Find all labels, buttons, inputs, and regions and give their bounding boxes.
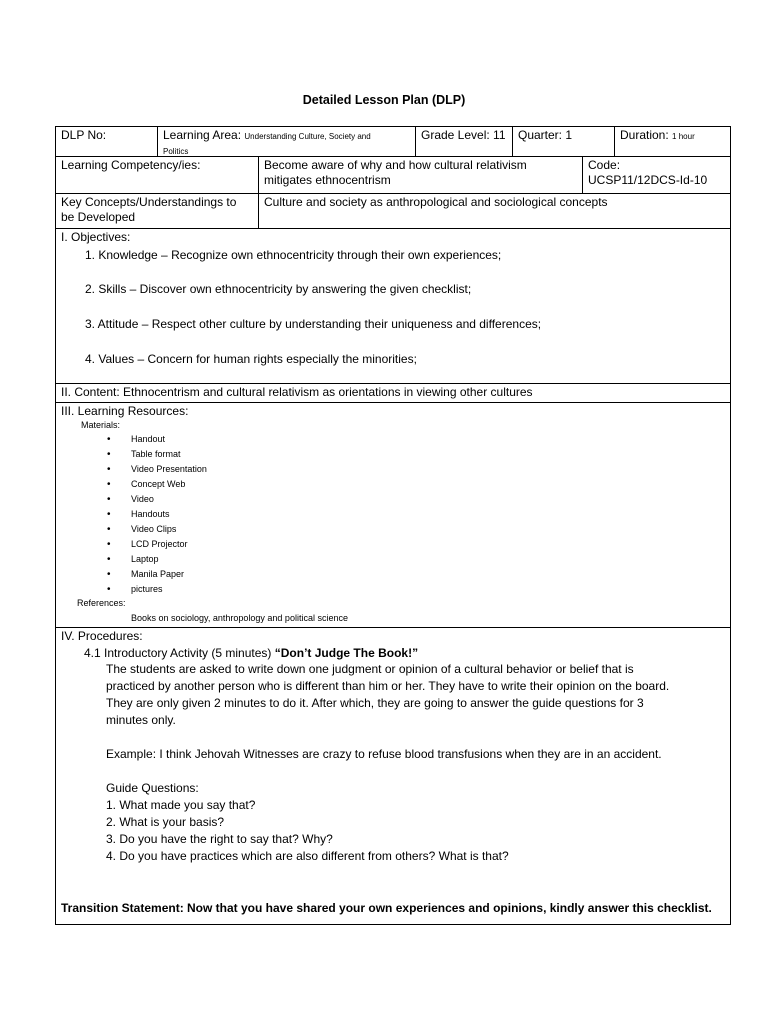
guide-question: 4. Do you have practices which are also different from others? What is that? (106, 849, 509, 863)
objective-knowledge: 1. Knowledge – Recognize own ethnocentricity through their own experiences; (85, 248, 502, 262)
quarter-cell (513, 127, 615, 156)
material-item: • Table format (61, 447, 725, 462)
description-line: The students are asked to write down one judgment or opinion of a cultural behavior or belief that is (106, 662, 634, 676)
learning-area-cell (158, 127, 416, 156)
material-item: • Manila Paper (61, 567, 725, 582)
references-value: Books on sociology, anthropology and political science (131, 613, 348, 623)
learning-area-value: Understanding Culture, Society and (244, 132, 371, 141)
references-label: References: (77, 598, 126, 608)
learning-area-label: Learning Area: (163, 128, 242, 142)
code-value: UCSP11/12DCS-Id-10 (588, 173, 708, 187)
competency-row (56, 157, 730, 194)
description-line: They are only given 2 minutes to do it. After which, they are going to answer the guide questions for 3 (106, 696, 644, 710)
key-concepts-label-cont: be Developed (61, 210, 136, 224)
objectives-heading: I. Objectives: (61, 230, 131, 244)
objective-skills: 2. Skills – Discover own ethnocentricity by answering the given checklist; (85, 282, 472, 296)
key-concepts-label: Key Concepts/Understandings to (61, 195, 237, 209)
competency-value-cell (259, 157, 583, 193)
competency-value-cont: mitigates ethnocentrism (264, 173, 391, 187)
code-label: Code: (588, 158, 621, 172)
description-line: practiced by another person who is different than him or her. They have to write their opinion on the board. (106, 679, 670, 693)
material-item: • Video Presentation (61, 462, 725, 477)
objectives-row (56, 229, 730, 384)
competency-label-cell (56, 157, 259, 193)
example-text: Example: I think Jehovah Witnesses are crazy to refuse blood transfusions when they are in an accident. (106, 747, 662, 761)
material-item: • pictures (61, 582, 725, 597)
material-item: • Video (61, 492, 725, 507)
procedures-heading: IV. Procedures: (61, 629, 143, 643)
dlp-no-cell (56, 127, 158, 156)
content-text: II. Content: Ethnocentrism and cultural relativism as orientations in viewing other cultures (61, 385, 533, 399)
key-concepts-value-cell (259, 194, 730, 228)
description-line: minutes only. (106, 713, 176, 727)
dlp-no-label: DLP No: (61, 128, 107, 142)
guide-question: 2. What is your basis? (106, 815, 225, 829)
guide-question: 3. Do you have the right to say that? Why? (106, 832, 333, 846)
learning-area-value-cont: Politics (163, 147, 189, 156)
material-item: • Laptop (61, 552, 725, 567)
material-item: • LCD Projector (61, 537, 725, 552)
duration-label: Duration: (620, 128, 669, 142)
quarter: Quarter: 1 (518, 128, 573, 142)
competency-label: Learning Competency/ies: (61, 158, 201, 172)
activity-heading (84, 646, 725, 661)
objectives-section (56, 229, 730, 383)
duration-cell (615, 127, 730, 156)
grade-level-cell (416, 127, 513, 156)
objective-values: 4. Values – Concern for human rights especially the minorities; (85, 352, 417, 366)
material-item: • Handouts (61, 507, 725, 522)
lesson-plan-table (55, 126, 731, 925)
competency-value: Become aware of why and how cultural relativism (264, 158, 527, 172)
procedures-row (56, 628, 730, 924)
resources-row (56, 403, 730, 628)
grade-level: Grade Level: 11 (421, 128, 506, 142)
activity-title: 4.1 Introductory Activity (5 minutes) (84, 646, 275, 660)
materials-label: Materials: (81, 420, 121, 430)
procedures-section (56, 628, 730, 924)
page-title: Detailed Lesson Plan (DLP) (302, 93, 466, 107)
resources-heading: III. Learning Resources: (61, 404, 189, 418)
material-item: • Video Clips (61, 522, 725, 537)
key-concepts-row (56, 194, 730, 229)
key-concepts-value: Culture and society as anthropological and sociological concepts (264, 195, 608, 209)
material-item: • Concept Web (61, 477, 725, 492)
key-concepts-label-cell (56, 194, 259, 228)
transition-statement: Transition Statement: Now that you have shared your own experiences and opinions, kindly answer this checklist. (61, 901, 712, 915)
resources-section (56, 403, 730, 627)
guide-question: 1. What made you say that? (106, 798, 256, 812)
material-item: • Handout (61, 432, 725, 447)
duration-value: 1 hour (672, 132, 695, 141)
objective-attitude: 3. Attitude – Respect other culture by understanding their uniqueness and differences; (85, 317, 542, 331)
activity-description (106, 661, 725, 865)
header-row (56, 127, 730, 157)
activity-name: “Don’t Judge The Book!” (274, 646, 419, 660)
content-row (56, 384, 730, 403)
code-cell (583, 157, 730, 193)
guide-questions-heading: Guide Questions: (106, 781, 199, 795)
